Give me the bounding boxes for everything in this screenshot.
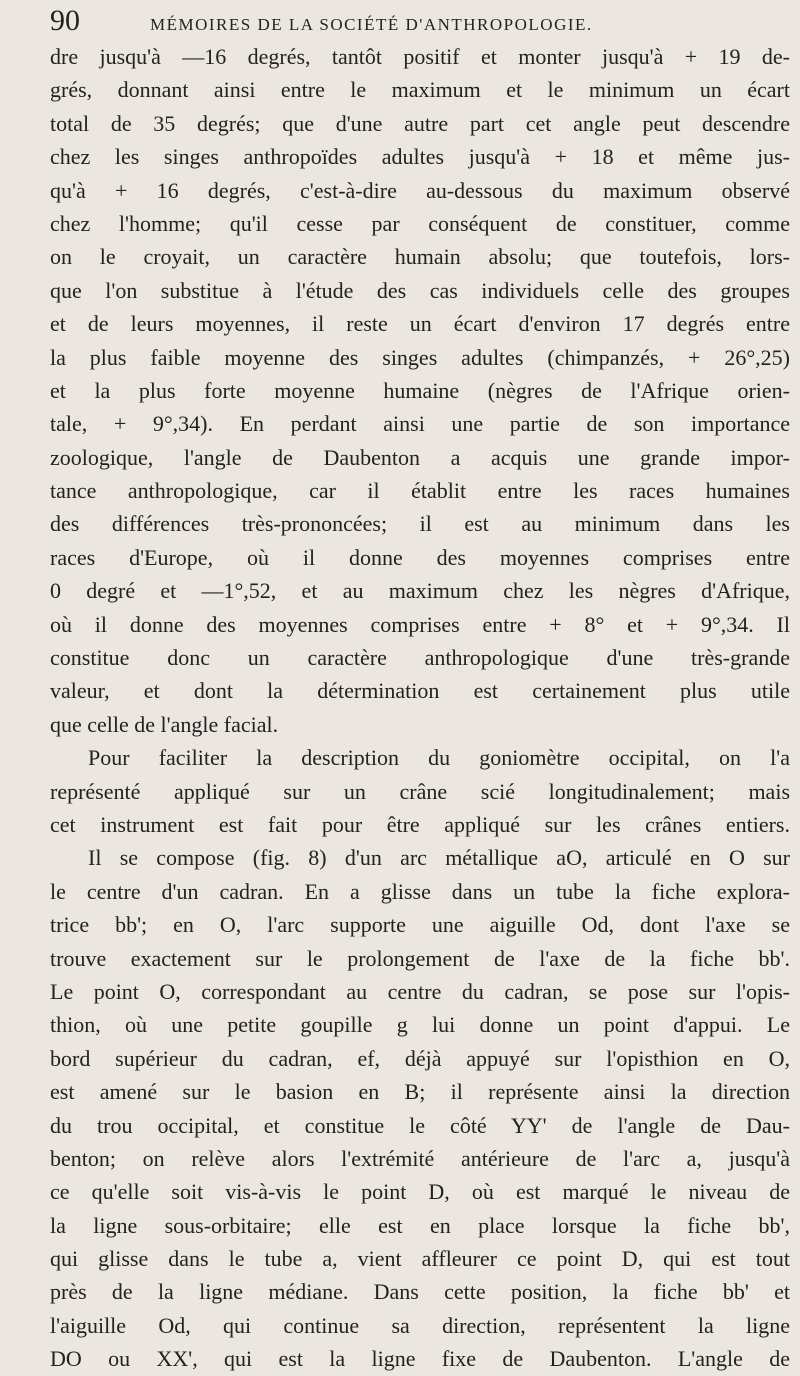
text-line: Le point O, correspondant au centre du cadran, se pose sur l'opis- — [50, 978, 790, 1004]
text-line: Il se compose (fig. 8) d'un arc métallique aO, articulé en O sur — [88, 845, 790, 871]
page-header — [50, 4, 790, 44]
text-line: races d'Europe, où il donne des moyennes comprises entre — [50, 544, 790, 570]
text-line: est amené sur le basion en B; il représente ainsi la direction — [50, 1079, 790, 1105]
text-line: on le croyait, un caractère humain absolu; que toutefois, lors- — [50, 244, 790, 270]
text-line: que l'on substitue à l'étude des cas individuels celle des groupes — [50, 277, 790, 303]
text-line: et de leurs moyennes, il reste un écart d'environ 17 degrés entre — [50, 311, 790, 337]
text-line: thion, où une petite goupille g lui donne un point d'appui. Le — [50, 1012, 790, 1038]
text-line: tale, + 9°,34). En perdant ainsi une partie de son importance — [50, 411, 790, 437]
text-line: la plus faible moyenne des singes adultes (chimpanzés, + 26°,25) — [50, 344, 790, 370]
text-line: des différences très-prononcées; il est au minimum dans les — [50, 511, 790, 537]
text-line: zoologique, l'angle de Daubenton a acquis une grande impor- — [50, 444, 790, 470]
text-line: Pour faciliter la description du goniomètre occipital, on l'a — [88, 745, 790, 771]
page-number: 90 — [50, 4, 80, 37]
text-line: près de la ligne médiane. Dans cette position, la fiche bb' et — [50, 1279, 790, 1305]
text-line: chez les singes anthropoïdes adultes jusqu'à + 18 et même jus- — [50, 144, 790, 170]
text-line: tance anthropologique, car il établit entre les races humaines — [50, 478, 790, 504]
text-line: l'aiguille Od, qui continue sa direction, représentent la ligne — [50, 1312, 790, 1338]
text-line: et la plus forte moyenne humaine (nègres de l'Afrique orien- — [50, 377, 790, 403]
text-line: le centre d'un cadran. En a glisse dans un tube la fiche explora- — [50, 878, 790, 904]
body-text — [50, 40, 790, 1376]
text-line: qu'à + 16 degrés, c'est-à-dire au-dessous du maximum observé — [50, 177, 790, 203]
text-line: trouve exactement sur le prolongement de l'axe de la fiche bb'. — [50, 945, 790, 971]
text-line: que celle de l'angle facial. — [50, 711, 279, 737]
text-line: 0 degré et —1°,52, et au maximum chez les nègres d'Afrique, — [50, 578, 790, 604]
running-head: MÉMOIRES DE LA SOCIÉTÉ D'ANTHROPOLOGIE. — [150, 15, 593, 34]
text-line: bord supérieur du cadran, ef, déjà appuyé sur l'opisthion en O, — [50, 1045, 790, 1071]
text-line: DO ou XX', qui est la ligne fixe de Daubenton. L'angle de — [50, 1346, 790, 1372]
text-line: du trou occipital, et constitue le côté YY' de l'angle de Dau- — [50, 1112, 790, 1138]
text-line: la ligne sous-orbitaire; elle est en place lorsque la fiche bb', — [50, 1212, 790, 1238]
text-line: qui glisse dans le tube a, vient affleurer ce point D, qui est tout — [50, 1246, 790, 1272]
text-line: où il donne des moyennes comprises entre + 8° et + 9°,34. Il — [50, 611, 790, 637]
text-line: constitue donc un caractère anthropologique d'une très-grande — [50, 645, 790, 671]
text-line: trice bb'; en O, l'arc supporte une aiguille Od, dont l'axe se — [50, 912, 790, 938]
text-line: ce qu'elle soit vis-à-vis le point D, où est marqué le niveau de — [50, 1179, 790, 1205]
text-line: cet instrument est fait pour être appliqué sur les crânes entiers. — [50, 811, 790, 837]
text-line: chez l'homme; qu'il cesse par conséquent de constituer, comme — [50, 210, 790, 236]
text-line: valeur, et dont la détermination est certainement plus utile — [50, 678, 790, 704]
text-line: grés, donnant ainsi entre le maximum et le minimum un écart — [50, 77, 790, 103]
text-line: benton; on relève alors l'extrémité antérieure de l'arc a, jusqu'à — [50, 1145, 790, 1171]
text-line: représenté appliqué sur un crâne scié longitudinalement; mais — [50, 778, 790, 804]
text-line: total de 35 degrés; que d'une autre part cet angle peut descendre — [50, 110, 790, 136]
text-line: dre jusqu'à —16 degrés, tantôt positif et monter jusqu'à + 19 de- — [50, 44, 790, 69]
